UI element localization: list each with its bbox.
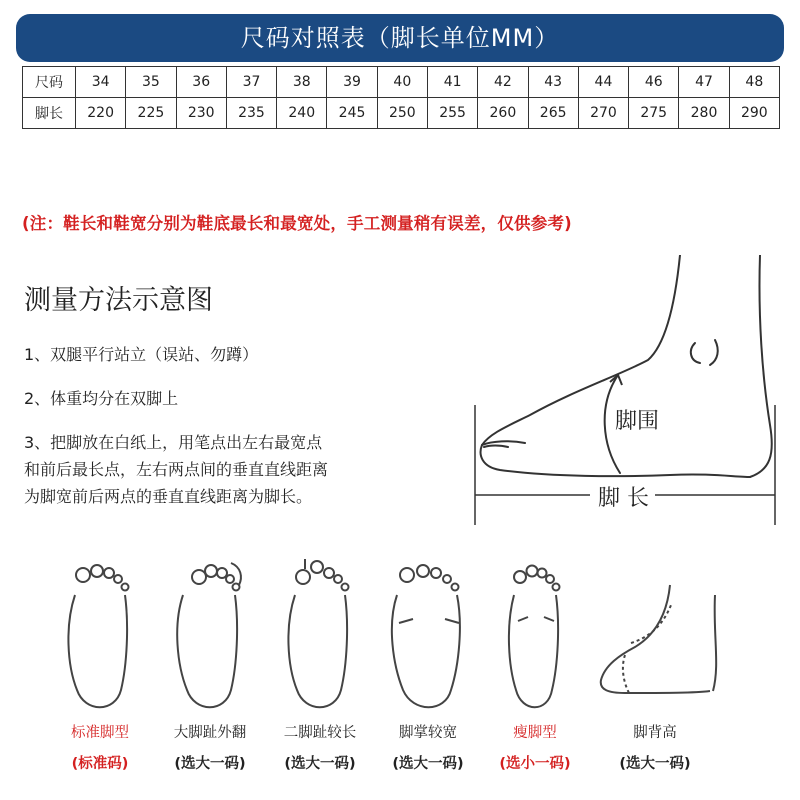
size-cell: 37 bbox=[226, 67, 276, 98]
length-cell: 275 bbox=[629, 98, 679, 129]
foot-type-high-instep bbox=[595, 555, 715, 773]
length-cell: 270 bbox=[578, 98, 628, 129]
length-cell: 290 bbox=[729, 98, 779, 129]
size-cell: 43 bbox=[528, 67, 578, 98]
foot-types-row bbox=[0, 555, 800, 795]
size-cell: 35 bbox=[126, 67, 176, 98]
size-cell: 47 bbox=[679, 67, 729, 98]
step-2: 2、体重均分在双脚上 bbox=[24, 389, 179, 408]
size-cell: 38 bbox=[277, 67, 327, 98]
table-row bbox=[23, 98, 780, 129]
length-cell: 250 bbox=[377, 98, 427, 129]
foot-type-name: 大脚趾外翻 bbox=[173, 725, 247, 741]
foot-type-long-second-toe bbox=[260, 555, 380, 773]
foot-type-name: 标准脚型 bbox=[71, 725, 129, 741]
step-3-line-3: 为脚宽前后两点的垂直直线距离为脚长。 bbox=[24, 487, 313, 506]
foot-type-recommendation: (选大一码) bbox=[619, 756, 691, 772]
foot-type-wide bbox=[368, 555, 488, 773]
length-cell: 255 bbox=[427, 98, 477, 129]
size-cell: 41 bbox=[427, 67, 477, 98]
length-cell: 220 bbox=[76, 98, 126, 129]
step-1: 1、双腿平行站立（误站、勿蹲） bbox=[24, 345, 259, 364]
banner-title: 尺码对照表（脚长单位MM） bbox=[240, 24, 560, 52]
row-label-length: 脚长 bbox=[23, 98, 76, 129]
foot-side-outline-icon bbox=[595, 555, 735, 715]
length-cell: 230 bbox=[176, 98, 226, 129]
foot-type-name: 脚背高 bbox=[633, 725, 677, 741]
foot-type-name: 瘦脚型 bbox=[513, 725, 557, 741]
method-title: 测量方法示意图 bbox=[24, 285, 213, 316]
foot-type-name: 二脚趾较长 bbox=[283, 725, 357, 741]
foot-type-standard bbox=[40, 555, 160, 773]
size-cell: 36 bbox=[176, 67, 226, 98]
size-cell: 39 bbox=[327, 67, 377, 98]
disclaimer-note: (注：鞋长和鞋宽分别为鞋底最长和最宽处，手工测量稍有误差，仅供参考) bbox=[22, 214, 572, 233]
length-cell: 245 bbox=[327, 98, 377, 129]
foot-outline-icon bbox=[165, 555, 255, 715]
size-cell: 34 bbox=[76, 67, 126, 98]
girth-label: 脚围 bbox=[615, 409, 660, 434]
foot-type-bunion bbox=[150, 555, 270, 773]
foot-type-recommendation: (标准码) bbox=[71, 756, 129, 772]
size-cell: 46 bbox=[629, 67, 679, 98]
length-label: 脚 长 bbox=[598, 486, 649, 511]
foot-type-slim bbox=[475, 555, 595, 773]
foot-outline-icon bbox=[490, 555, 580, 715]
foot-outline-icon bbox=[383, 555, 473, 715]
size-table-wrap bbox=[22, 66, 782, 129]
foot-outline-icon bbox=[275, 555, 365, 715]
foot-type-recommendation: (选大一码) bbox=[392, 756, 464, 772]
step-3: 3、把脚放在白纸上，用笔点出左右最宽点 bbox=[24, 433, 323, 452]
step-3-line-2: 和前后最长点，左右两点间的垂直直线距离 bbox=[24, 460, 329, 479]
length-cell: 280 bbox=[679, 98, 729, 129]
table-row bbox=[23, 67, 780, 98]
length-cell: 225 bbox=[126, 98, 176, 129]
length-cell: 265 bbox=[528, 98, 578, 129]
size-cell: 44 bbox=[578, 67, 628, 98]
length-cell: 260 bbox=[478, 98, 528, 129]
row-label-size: 尺码 bbox=[23, 67, 76, 98]
size-chart-banner bbox=[16, 14, 784, 62]
size-cell: 42 bbox=[478, 67, 528, 98]
foot-type-name: 脚掌较宽 bbox=[399, 725, 457, 741]
length-cell: 240 bbox=[277, 98, 327, 129]
size-cell: 40 bbox=[377, 67, 427, 98]
foot-type-recommendation: (选大一码) bbox=[174, 756, 246, 772]
foot-outline-icon bbox=[55, 555, 145, 715]
length-cell: 235 bbox=[226, 98, 276, 129]
size-cell: 48 bbox=[729, 67, 779, 98]
foot-type-recommendation: (选大一码) bbox=[284, 756, 356, 772]
size-table bbox=[22, 66, 780, 129]
foot-type-recommendation: (选小一码) bbox=[499, 756, 571, 772]
